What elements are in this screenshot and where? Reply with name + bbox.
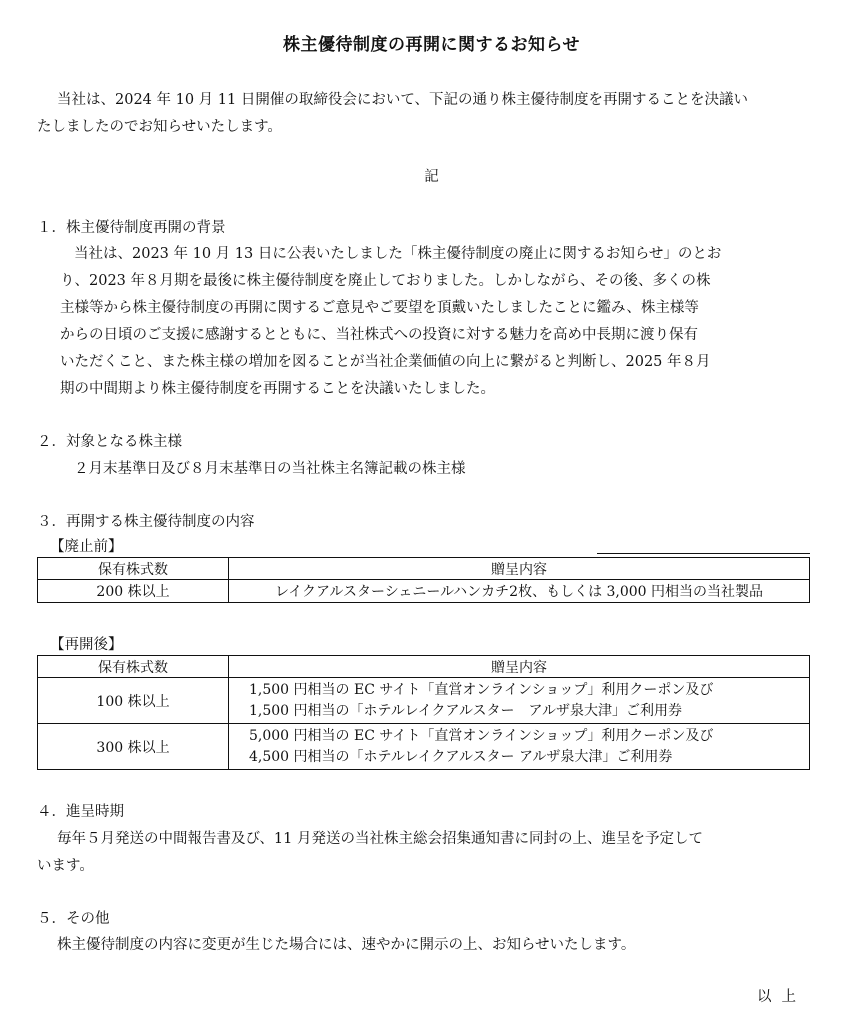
section5-text: 株主優待制度の内容に変更が生じた場合には、速やかに開示の上、お知らせいたします。	[57, 937, 636, 953]
content-line-1: 1,500 円相当の EC サイト「直営オンラインショップ」利用クーポン及び	[249, 681, 714, 698]
section4-line-2: います。	[37, 858, 94, 874]
after-table	[37, 655, 810, 770]
cell-content	[229, 678, 810, 724]
section2-text: ２月末基準日及び８月末基準日の当社株主名簿記載の株主様	[74, 461, 466, 477]
section1-line-4: からの日頃のご支援に感謝するとともに、当社株式への投資に対する魅力を高め中長期に渡り保有	[60, 327, 698, 343]
section5-heading: ５．その他	[37, 911, 110, 927]
section4-heading: ４．進呈時期	[37, 804, 124, 820]
intro-line-2: たしましたのでお知らせいたします。	[37, 119, 282, 135]
section1-line-3: 主様等から株主優待制度の再開に関するご意見やご要望を頂戴いたしましたことに鑑み、株主様等	[60, 300, 699, 316]
section3-heading: ３．再開する株主優待制度の内容	[37, 514, 255, 530]
page-title: 株主優待制度の再開に関するお知らせ	[283, 35, 580, 55]
header-shares: 保有株式数	[38, 656, 229, 678]
table-header-row	[38, 558, 810, 580]
section1-heading: １．株主優待制度再開の背景	[37, 220, 226, 236]
section1-line-5: いただくこと、また株主様の増加を図ることが当社企業価値の向上に繋がると判断し、2025 年８月	[60, 354, 711, 370]
header-content: 贈呈内容	[229, 558, 810, 580]
content-line-2: 1,500 円相当の「ホテルレイクアルスター アルザ泉大津」ご利用券	[249, 702, 682, 719]
section1-line-6: 期の中間期より株主優待制度を再開することを決議いたしました。	[60, 381, 495, 397]
content-line-1: 5,000 円相当の EC サイト「直営オンラインショップ」利用クーポン及び	[249, 727, 714, 744]
header-content: 贈呈内容	[229, 656, 810, 678]
after-label: 【再開後】	[50, 637, 123, 653]
table-row	[38, 678, 810, 724]
section1-line-1: 当社は、2023 年 10 月 13 日に公表いたしました「株主優待制度の廃止に関するお知らせ」のとお	[74, 246, 722, 262]
content-line-2: 4,500 円相当の「ホテルレイクアルスター アルザ泉大津」ご利用券	[249, 748, 673, 765]
section2-heading: ２．対象となる株主様	[37, 434, 182, 450]
decorative-rule	[597, 553, 810, 554]
cell-shares: 300 株以上	[38, 724, 229, 770]
ki-mark: 記	[424, 169, 439, 185]
before-table	[37, 557, 810, 603]
closing-mark: 以上	[757, 989, 806, 1005]
cell-content	[229, 724, 810, 770]
before-label: 【廃止前】	[50, 539, 123, 555]
cell-shares: 200 株以上	[38, 580, 229, 603]
table-row	[38, 724, 810, 770]
table-header-row	[38, 656, 810, 678]
header-shares: 保有株式数	[38, 558, 229, 580]
intro-line-1: 当社は、2024 年 10 月 11 日開催の取締役会において、下記の通り株主優待制度を再開することを決議い	[57, 92, 749, 108]
cell-content: レイクアルスターシェニールハンカチ2枚、もしくは 3,000 円相当の当社製品	[229, 580, 810, 603]
section4-line-1: 毎年５月発送の中間報告書及び、11 月発送の当社株主総会招集通知書に同封の上、進呈を予定して	[57, 831, 703, 847]
table-row	[38, 580, 810, 603]
cell-shares: 100 株以上	[38, 678, 229, 724]
section1-line-2: り、2023 年８月期を最後に株主優待制度を廃止しておりました。しかしながら、その後、多くの株	[60, 273, 711, 289]
